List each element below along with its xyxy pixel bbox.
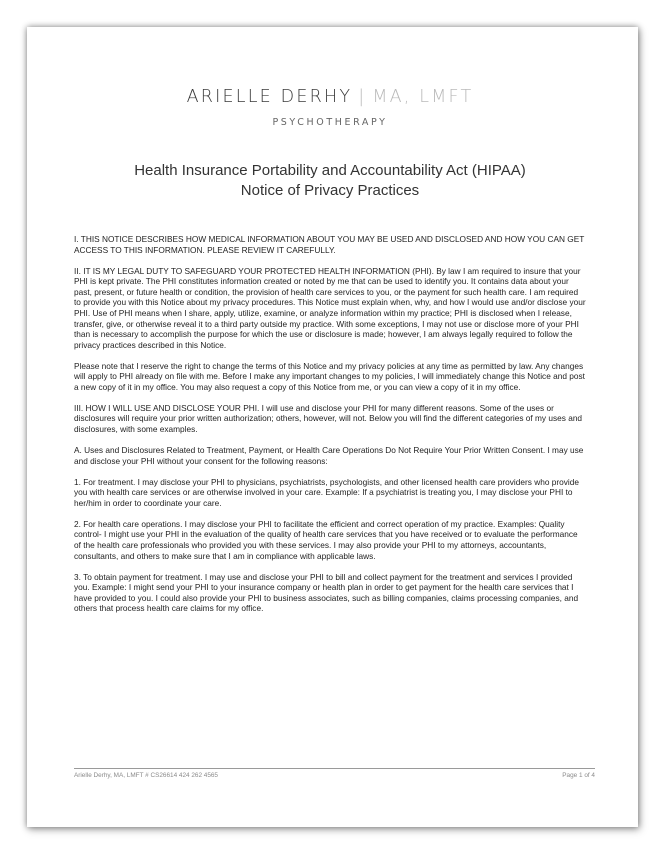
paragraph-policy-changes: Please note that I reserve the right to change the terms of this Notice and my privacy policies at any time as permitted by law. Any changes will apply to PHI already on file with me. Before I make any important changes to my policies, I will immediately change this Notice and post a new copy of it in my office. You may also request a copy of this Notice from me, or you can view a copy of it in my office. [74,360,585,392]
paragraph-uses-no-consent: A. Uses and Disclosures Related to Treatment, Payment, or Health Care Operations Do Not Require Your Prior Written Consent. I may use and disclose your PHI without your consent for the following reasons: [74,445,584,466]
document-title [74,161,586,201]
footer-contact: Arielle Derhy, MA, LMFT # CS26614 424 262 4565 [74,772,218,779]
paragraph-notice: I. THIS NOTICE DESCRIBES HOW MEDICAL INFORMATION ABOUT YOU MAY BE USED AND DISCLOSED AND HOW YOU CAN GET ACCESS TO THIS INFORMATION. PLEASE REVIEW IT CAREFULLY. [74,234,585,255]
page-footer [74,768,595,779]
practice-logo [74,87,586,107]
page-content [74,87,586,624]
logo-separator: | [358,87,367,107]
document-page [27,27,638,827]
title-line-1: Health Insurance Portability and Accountability Act (HIPAA) [134,162,526,179]
practitioner-credentials: MA, LMFT [372,87,474,107]
practitioner-name: ARIELLE DERHY [186,87,353,107]
paragraph-payment: 3. To obtain payment for treatment. I may use and disclose your PHI to bill and collect payment for the treatment and services I provided you. Example: I might send your PHI to your insurance company or health plan in order to get payment for the health care services that I have provided to you. I could also provide your PHI to business associates, such as billing companies, claims processing companies, and others that process health care claims for my office. [74,571,579,614]
paragraph-treatment: 1. For treatment. I may disclose your PHI to physicians, psychiatrists, psychologists, and other licensed health care providers who provide you with health care services or are otherwise involved in your care. Example: If a psychiatrist is treating you, I may disclose your PHI to her/him in order to coordinate your care. [74,476,579,508]
paragraph-legal-duty: II. IT IS MY LEGAL DUTY TO SAFEGUARD YOUR PROTECTED HEALTH INFORMATION (PHI). By law I am required to insure that your PHI is kept private. The PHI constitutes information created or noted by me that can be used to identify you. It contains data about your past, present, or future health or condition, the provision of health care services to you, or the payment for such health care. I am required to provide you with this Notice about my privacy procedures. This Notice must explain when, why, and how I would use and/or disclose your PHI. Use of PHI means when I share, apply, utilize, examine, or analyze information within my practice; PHI is disclosed when I release, transfer, give, or otherwise reveal it to a third party outside my practice. With some exceptions, I may not use or disclose more of your PHI than is necessary to accomplish the purpose for which the use or disclosure is made; however, I am always legally required to follow the privacy practices described in this Notice. [74,265,586,350]
paragraph-use-disclose: III. HOW I WILL USE AND DISCLOSE YOUR PHI. I will use and disclose your PHI for many different reasons. Some of the uses or disclosures will require your prior written authorization; others, however, will not. Below you will find the different categories of my uses and disclosures, with some examples. [74,402,583,435]
paragraph-operations: 2. For health care operations. I may disclose your PHI to facilitate the efficient and correct operation of my practice. Examples: Quality control- I might use your PHI in the evaluation of the quality of health care services that you have received or to evaluate the performance of the health care professionals who provided you with these services. I may also provide your PHI to my attorneys, accountants, consultants, and others to make sure that I am in compliance with applicable laws. [74,518,578,561]
document-body [74,234,586,614]
title-line-2: Notice of Privacy Practices [240,182,420,199]
practice-type: PSYCHOTHERAPY [272,117,388,128]
page-number: Page 1 of 4 [562,772,595,779]
